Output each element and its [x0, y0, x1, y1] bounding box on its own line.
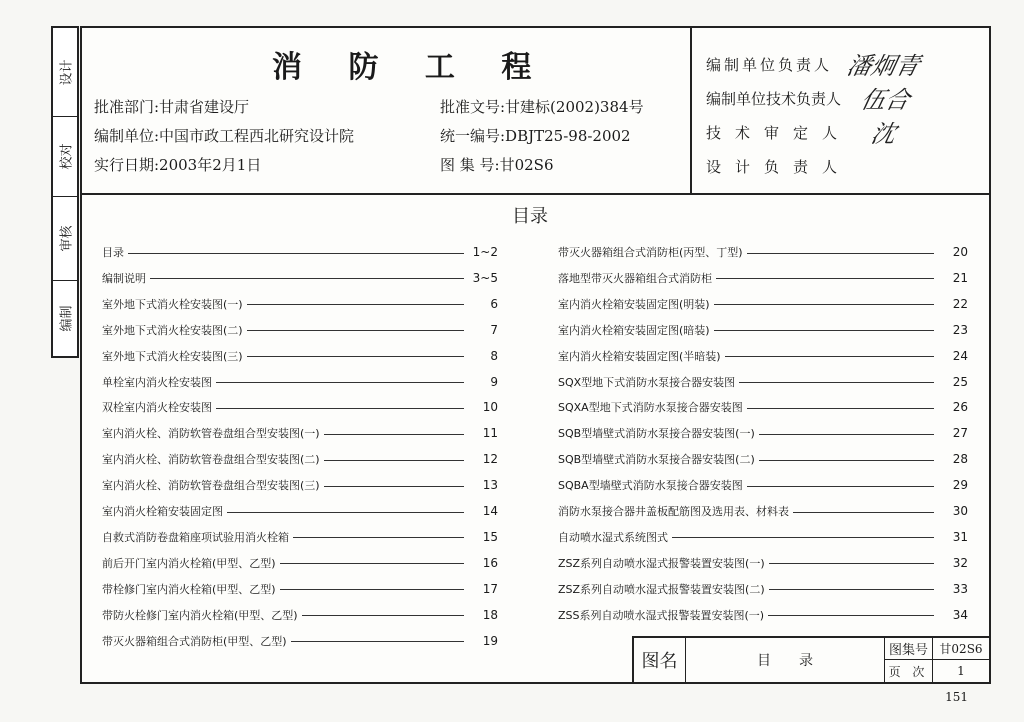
- toc-entry-title: 编制说明: [102, 271, 146, 285]
- toc-entry-page: 10: [482, 400, 498, 415]
- sidebar-label: 设计: [59, 58, 75, 86]
- toc-entry: [558, 579, 968, 599]
- leader-line: [759, 460, 934, 461]
- leader-line: [793, 512, 934, 513]
- toc-entry: [102, 242, 498, 262]
- toc-entry-page: 22: [952, 296, 968, 311]
- toc-entry: [102, 475, 498, 495]
- sidebar-cell-compile: [53, 280, 77, 356]
- toc-entry-page: 30: [952, 504, 968, 518]
- signature: 潘炯青: [844, 52, 923, 80]
- toc-entry-page: 8: [490, 348, 498, 363]
- title-block: [632, 636, 989, 682]
- sidebar-label: 审核: [59, 224, 75, 252]
- toc-title: 目录: [512, 206, 548, 227]
- toc-entry: [102, 372, 498, 392]
- toc-entry-page: 21: [952, 270, 968, 285]
- header-block: [82, 28, 989, 195]
- toc-entry-title: 消防水泵接合器井盖板配筋图及选用表、材料表: [558, 505, 789, 518]
- page-number: 151: [945, 690, 968, 704]
- effective-date: 实行日期:2003年2月1日: [94, 156, 262, 174]
- page-label: 页 次: [885, 660, 933, 682]
- toc-entry-page: 9: [490, 374, 498, 389]
- atlas-label: 图集号: [885, 638, 933, 660]
- leader-line: [759, 434, 934, 435]
- leader-line: [324, 460, 464, 461]
- leader-line: [714, 304, 934, 305]
- toc-entry-page: 20: [952, 245, 968, 259]
- toc-entry-title: 带栓修门室内消火栓箱(甲型、乙型): [102, 582, 276, 596]
- leader-line: [227, 512, 464, 513]
- toc-entry-title: 单栓室内消火栓安装图: [102, 375, 212, 389]
- leader-line: [280, 563, 464, 564]
- toc-entry-page: 11: [482, 426, 498, 441]
- toc-entry-title: 室内消火栓箱安装固定图(明装): [558, 297, 710, 311]
- sidebar-label: 编制: [59, 304, 75, 332]
- toc-entry: [102, 631, 498, 651]
- toc-entry-title: SQB型墙壁式消防水泵接合器安装图(二): [558, 453, 755, 467]
- toc-entry-title: 自动喷水湿式系统图式: [558, 530, 668, 544]
- toc-entry-title: 带防火栓修门室内消火栓箱(甲型、乙型): [102, 608, 298, 622]
- toc-entry-title: SQXA型地下式消防水泵接合器安装图: [558, 401, 743, 415]
- resp-label: 编制单位负责人: [706, 56, 833, 74]
- toc-entry: [558, 268, 968, 288]
- leader-line: [716, 278, 934, 279]
- toc-entry: [558, 242, 968, 262]
- toc-entry-title: 室内消火栓、消防软管卷盘组合型安装图(三): [102, 479, 320, 493]
- toc-entry-title: 带灭火器箱组合式消防柜(甲型、乙型): [102, 634, 287, 648]
- leader-line: [324, 434, 464, 435]
- toc-entry-title: ZSS系列自动喷水湿式报警装置安装图(一): [558, 608, 765, 622]
- toc-entry: [102, 605, 498, 625]
- toc-entry: [102, 294, 498, 314]
- toc-entry-title: 室外地下式消火栓安装图(二): [102, 323, 243, 337]
- leader-line: [280, 589, 464, 590]
- unified-number: 统一编号:DBJT25-98-2002: [440, 127, 631, 145]
- leader-line: [747, 408, 934, 409]
- toc-entry: [558, 501, 968, 521]
- toc-entry-title: 室外地下式消火栓安装图(一): [102, 297, 243, 311]
- toc-entry: [558, 346, 968, 366]
- toc-entry: [558, 553, 968, 573]
- leader-line: [739, 382, 934, 383]
- toc-entry: [558, 605, 968, 625]
- toc-entry-page: 6: [490, 296, 498, 311]
- leader-line: [150, 278, 464, 279]
- toc-entry: [102, 579, 498, 599]
- toc-entry-page: 24: [952, 348, 968, 363]
- toc-entry-title: SQB型墙壁式消防水泵接合器安装图(一): [558, 427, 755, 441]
- sidebar-cell-review: [53, 196, 77, 281]
- toc-entry-page: 23: [952, 322, 968, 337]
- header-divider: [690, 28, 692, 193]
- toc-entry-title: 室外地下式消火栓安装图(三): [102, 349, 243, 363]
- toc-entry: [558, 423, 968, 443]
- toc-entry-title: 双栓室内消火栓安装图: [102, 401, 212, 415]
- drawing-name-label: 图名: [634, 638, 686, 682]
- toc-entry: [102, 268, 498, 288]
- compiler-unit: 编制单位:中国市政工程西北研究设计院: [94, 127, 355, 145]
- toc-entry: [102, 501, 498, 521]
- toc-entry-page: 12: [482, 452, 498, 467]
- leader-line: [216, 382, 464, 383]
- leader-line: [247, 356, 464, 357]
- toc-entry-title: ZSZ系列自动喷水湿式报警装置安装图(一): [558, 556, 765, 570]
- toc-entry-title: 目录: [102, 246, 124, 259]
- leader-line: [291, 641, 464, 642]
- leader-line: [768, 615, 934, 616]
- resp-label: 设计负责人: [706, 158, 852, 176]
- leader-line: [302, 615, 464, 616]
- leader-line: [247, 304, 464, 305]
- toc-entry: [558, 449, 968, 469]
- toc-entry: [102, 346, 498, 366]
- toc-entry-page: 33: [952, 581, 968, 596]
- toc-entry-page: 26: [952, 400, 968, 415]
- toc-entry-title: 室内消火栓箱安装固定图(暗装): [558, 323, 710, 337]
- toc-entry-title: 室内消火栓箱安装固定图: [102, 505, 223, 518]
- toc-entry-title: ZSZ系列自动喷水湿式报警装置安装图(二): [558, 582, 765, 596]
- resp-label: 编制单位技术负责人: [706, 90, 842, 108]
- toc-entry: [102, 553, 498, 573]
- toc-entry: [102, 320, 498, 340]
- sidebar-cell-check: [53, 116, 77, 197]
- toc-entry-page: 29: [952, 478, 968, 493]
- leader-line: [769, 589, 934, 590]
- toc-entry-page: 25: [952, 374, 968, 389]
- toc-entry-page: 3~5: [472, 270, 498, 285]
- toc-entry-title: 室内消火栓箱安装固定图(半暗装): [558, 349, 721, 363]
- toc-entry-title: 落地型带灭火器箱组合式消防柜: [558, 271, 712, 285]
- toc-entry: [558, 294, 968, 314]
- toc-entry: [558, 475, 968, 495]
- toc-entry-title: 带灭火器箱组合式消防柜(丙型、丁型): [558, 246, 743, 259]
- toc-entry-page: 15: [482, 529, 498, 544]
- leader-line: [714, 330, 934, 331]
- drawing-frame: [80, 26, 991, 684]
- leader-line: [128, 253, 464, 254]
- toc-entry-page: 31: [952, 529, 968, 544]
- toc-entry-page: 34: [952, 607, 968, 622]
- drawing-name: 目 录: [686, 638, 885, 682]
- approval-sidebar: [51, 26, 79, 358]
- sidebar-label: 校对: [59, 142, 75, 170]
- leader-line: [216, 408, 464, 409]
- approval-dept: 批准部门:甘肃省建设厅: [94, 98, 250, 116]
- toc-entry-title: 前后开门室内消火栓箱(甲型、乙型): [102, 556, 276, 570]
- leader-line: [747, 486, 934, 487]
- toc-entry-page: 1~2: [472, 245, 498, 259]
- leader-line: [672, 537, 934, 538]
- toc-entry-page: 17: [482, 581, 498, 596]
- toc-entry: [102, 527, 498, 547]
- toc-entry-page: 19: [482, 633, 498, 648]
- toc-entry: [558, 372, 968, 392]
- signature: 伍合: [858, 86, 913, 114]
- signature: 沈: [868, 120, 899, 148]
- leader-line: [725, 356, 934, 357]
- toc-entry-title: SQBA型墙壁式消防水泵接合器安装图: [558, 479, 743, 493]
- toc-entry: [102, 449, 498, 469]
- toc-entry: [558, 527, 968, 547]
- toc-entry-title: 室内消火栓、消防软管卷盘组合型安装图(一): [102, 427, 320, 441]
- leader-line: [247, 330, 464, 331]
- atlas-value: 甘02S6: [933, 638, 989, 660]
- toc-entry: [558, 397, 968, 417]
- toc-entry-page: 28: [952, 452, 968, 467]
- toc-entry: [558, 320, 968, 340]
- toc-entry-page: 14: [482, 504, 498, 518]
- toc-entry-title: 自救式消防卷盘箱座项试验用消火栓箱: [102, 530, 289, 544]
- leader-line: [747, 253, 934, 254]
- page-value: 1: [957, 664, 965, 678]
- toc-entry-title: 室内消火栓、消防软管卷盘组合型安装图(二): [102, 453, 320, 467]
- toc-entry-page: 32: [952, 555, 968, 570]
- toc-entry-page: 7: [490, 322, 498, 337]
- toc-entry-page: 16: [482, 555, 498, 570]
- toc-entry-page: 18: [482, 607, 498, 622]
- toc-entry-page: 27: [952, 426, 968, 441]
- leader-line: [769, 563, 934, 564]
- sidebar-cell-design: [53, 28, 77, 117]
- leader-line: [324, 486, 464, 487]
- toc-entry: [102, 423, 498, 443]
- page-title: 消 防 工 程: [272, 50, 550, 85]
- resp-label: 技术审定人: [706, 124, 852, 142]
- approval-number: 批准文号:甘建标(2002)384号: [440, 98, 644, 116]
- toc-entry-page: 13: [482, 478, 498, 493]
- toc-entry-title: SQX型地下式消防水泵接合器安装图: [558, 375, 736, 389]
- leader-line: [293, 537, 464, 538]
- toc-entry: [102, 397, 498, 417]
- atlas-number: 图 集 号:甘02S6: [440, 156, 554, 174]
